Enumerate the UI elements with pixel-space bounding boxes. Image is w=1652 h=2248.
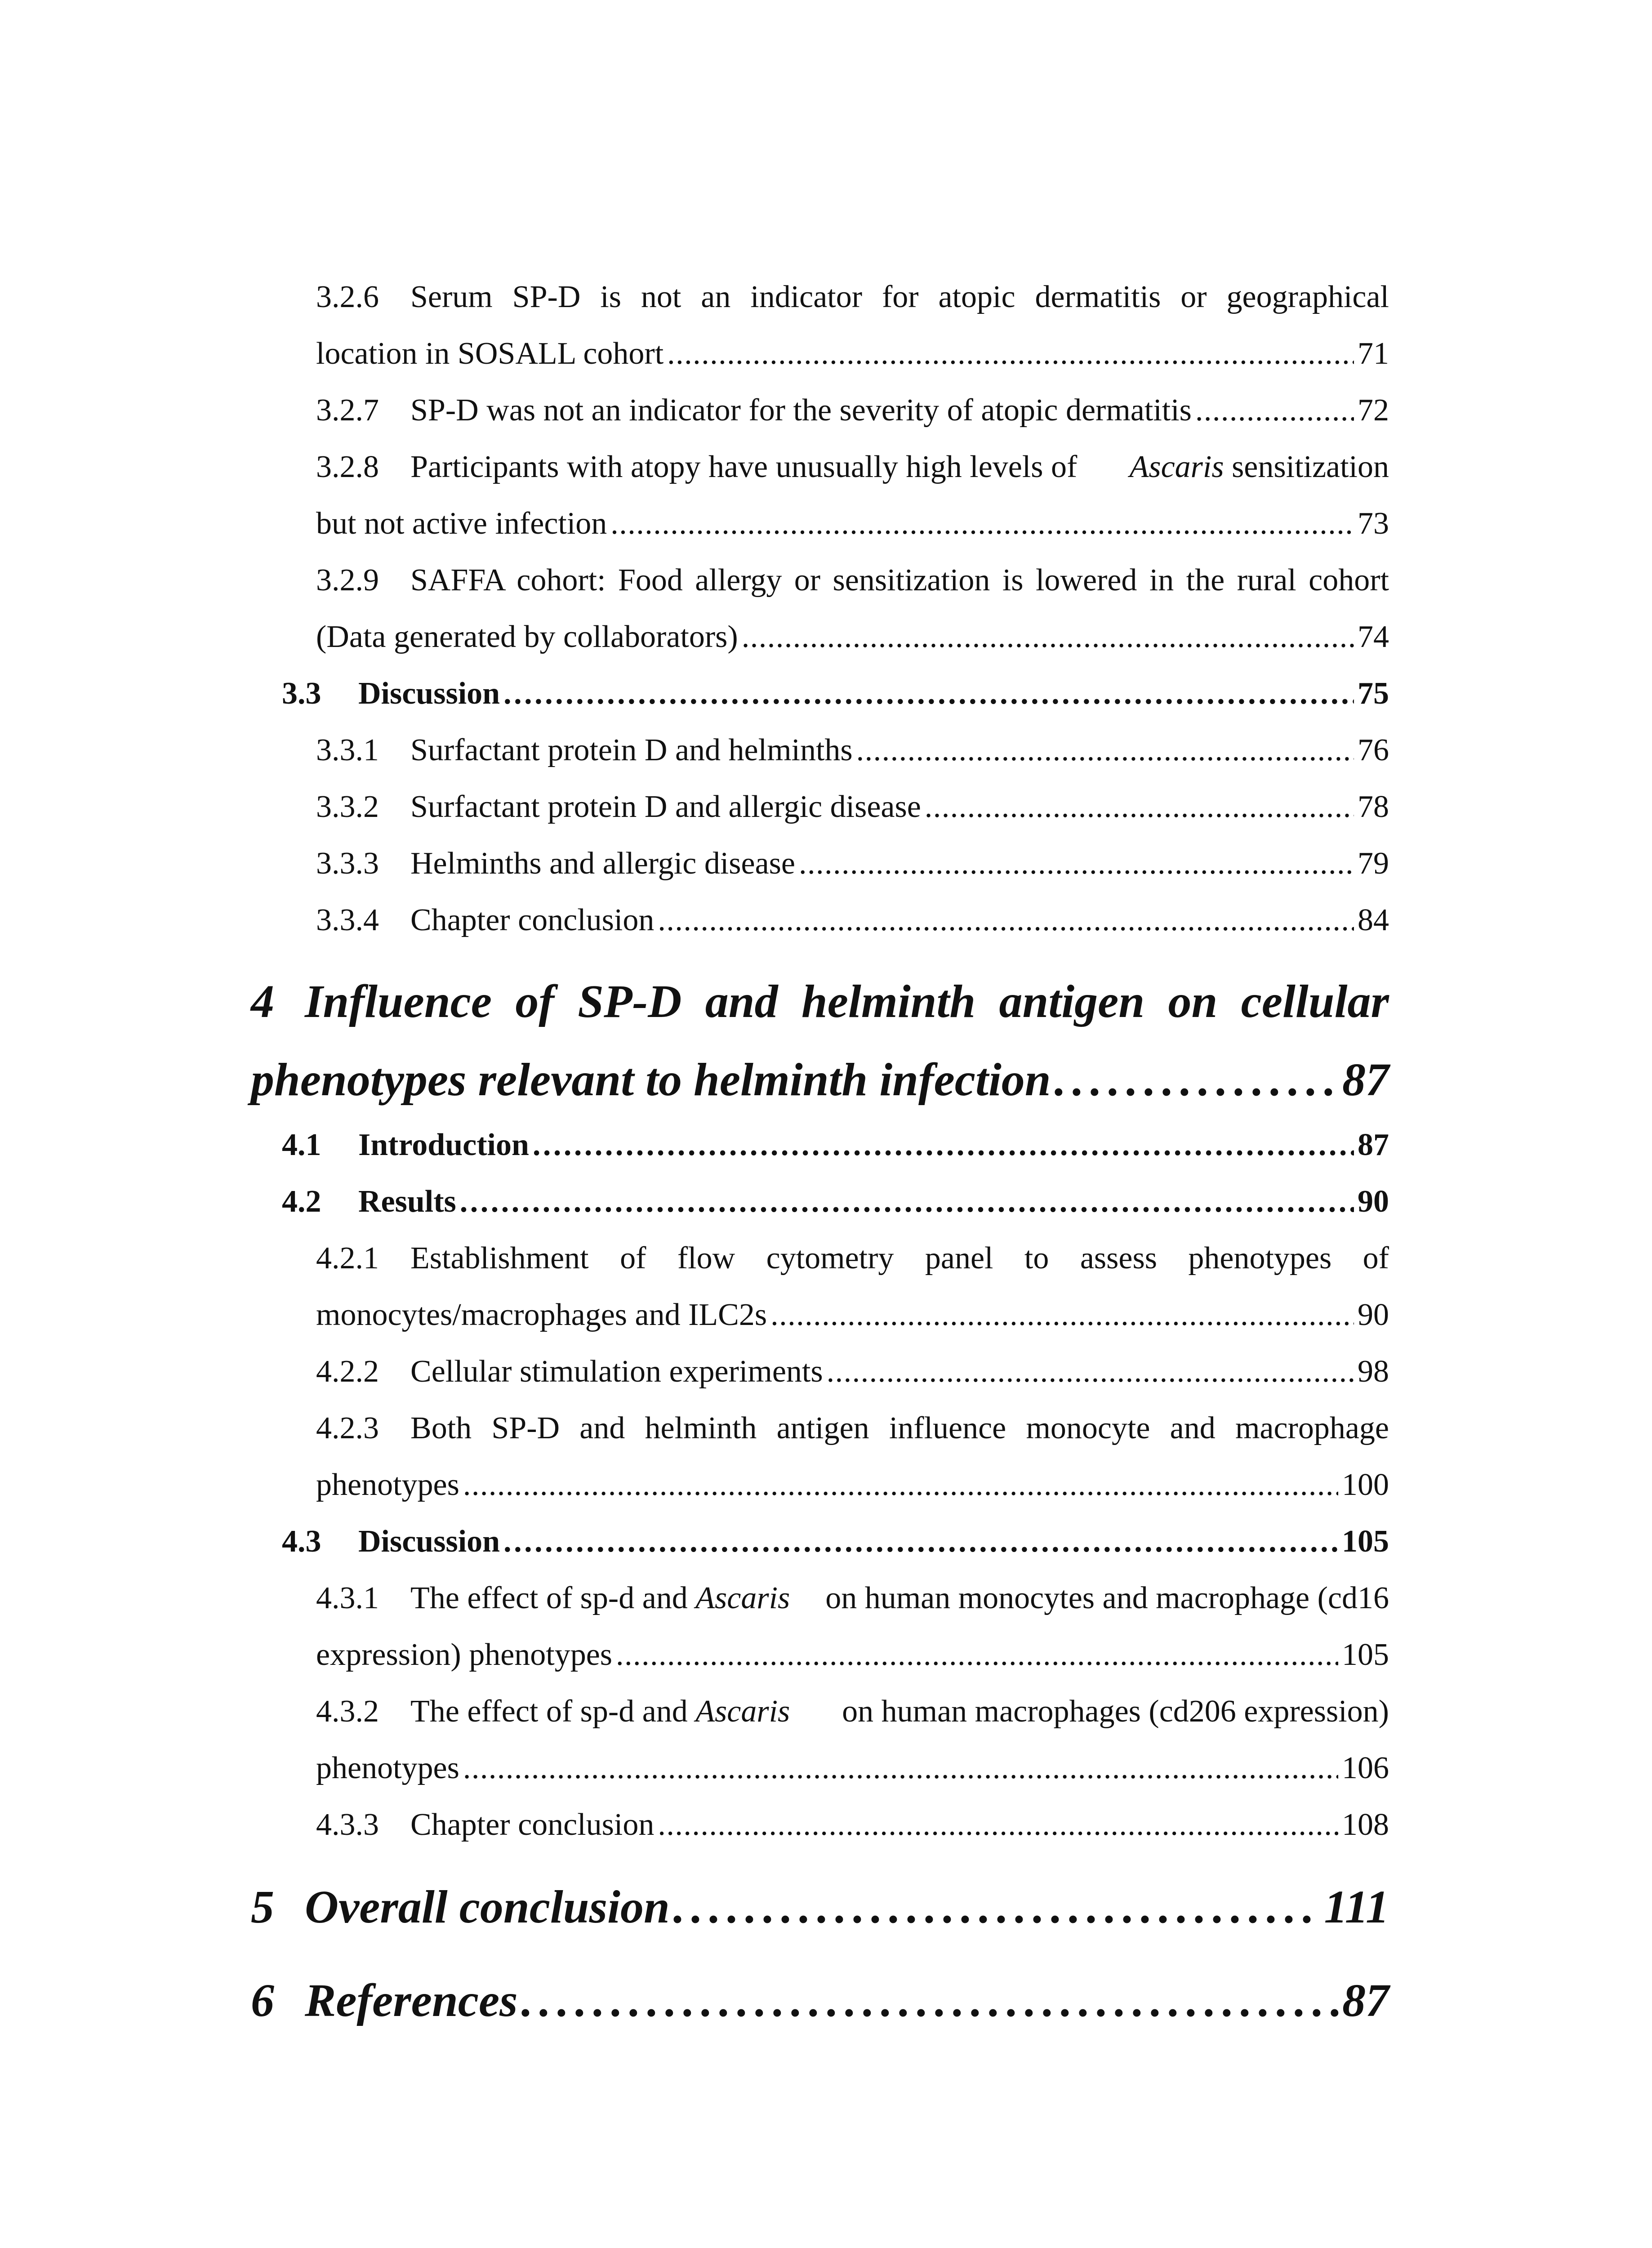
page-number: 111 (1324, 1881, 1389, 1933)
toc-entry-3-2-6-line1[interactable] (316, 281, 1389, 313)
leader-dots (1055, 1057, 1339, 1103)
entry-title: The effect of sp-d and (410, 1694, 688, 1729)
page-number: 75 (1358, 676, 1389, 711)
entry-number: 4.2.2 (316, 1354, 379, 1389)
toc-entry-3-3-2[interactable] (316, 791, 1389, 823)
entry-number: 4.3 (282, 1524, 321, 1559)
entry-number: 3.2.7 (316, 393, 379, 428)
entry-number: 3.3.2 (316, 789, 379, 824)
toc-entry-4-1[interactable] (282, 1129, 1389, 1161)
leader-dots (616, 1639, 1338, 1671)
leader-dots (503, 1526, 1338, 1557)
entry-title: Surfactant protein D and allergic disease (410, 789, 921, 824)
entry-number: 3.3.3 (316, 846, 379, 881)
entry-title: Cellular stimulation experiments (410, 1354, 823, 1389)
entry-title: Helminths and allergic disease (410, 846, 795, 881)
page-number: 87 (1358, 1128, 1389, 1162)
entry-title: Discussion (358, 676, 500, 711)
leader-dots (658, 905, 1354, 936)
page-number: 84 (1358, 903, 1389, 937)
leader-dots (673, 1884, 1321, 1931)
toc-entry-3-3-1[interactable] (316, 735, 1389, 766)
entry-title-italic: Ascaris (695, 1694, 790, 1729)
toc-entry-4-3[interactable] (282, 1526, 1389, 1557)
leader-dots (742, 621, 1354, 653)
entry-title: SAFFA cohort: Food allergy or sensitization is lowered in the rural cohort (410, 563, 1389, 598)
toc-chapter-4-line1[interactable] (251, 978, 1389, 1025)
chapter-number: 4 (251, 976, 274, 1027)
toc-chapter-4-line2[interactable] (251, 1054, 1389, 1106)
page-number: 72 (1358, 393, 1389, 428)
entry-title-continued: phenotypes (316, 1751, 459, 1785)
page-number: 73 (1358, 506, 1389, 541)
entry-title-end: on human macrophages (cd206 expression) (842, 1694, 1389, 1729)
entry-title-continued: expression) phenotypes (316, 1637, 613, 1672)
toc-entry-3-3[interactable] (282, 678, 1389, 709)
page-number: 74 (1358, 620, 1389, 654)
page-number: 108 (1342, 1807, 1389, 1842)
page-number: 105 (1342, 1524, 1389, 1559)
leader-dots (463, 1469, 1338, 1501)
entry-number: 3.3 (282, 676, 321, 711)
page-number: 90 (1358, 1184, 1389, 1219)
leader-dots (799, 848, 1354, 879)
entry-title: Chapter conclusion (410, 1807, 655, 1842)
toc-entry-3-2-8-line1[interactable] (316, 451, 1389, 483)
leader-dots (503, 678, 1354, 709)
toc-chapter-6[interactable] (251, 1977, 1389, 2024)
entry-title: The effect of sp-d and (410, 1581, 688, 1615)
toc-entry-4-3-1-line2[interactable] (316, 1639, 1389, 1671)
leader-dots (770, 1299, 1354, 1331)
page-number: 87 (1342, 1054, 1389, 1106)
toc-entry-4-3-2-line2[interactable] (316, 1753, 1389, 1784)
entry-title-end: sensitization (1232, 450, 1389, 484)
entry-number: 4.2 (282, 1184, 321, 1219)
toc-entry-4-3-1-line1[interactable] (316, 1583, 1389, 1614)
leader-dots (533, 1129, 1354, 1161)
entry-number: 4.3.3 (316, 1807, 379, 1842)
page-number: 76 (1358, 733, 1389, 767)
entry-title-continued: but not active infection (316, 506, 607, 541)
entry-title-end: on human monocytes and macrophage (cd16 (825, 1581, 1389, 1615)
toc-entry-4-2-3-line2[interactable] (316, 1469, 1389, 1501)
leader-dots (925, 791, 1354, 823)
entry-number: 3.2.9 (316, 563, 379, 598)
chapter-title: References (305, 1975, 518, 2026)
leader-dots (610, 508, 1354, 540)
leader-dots (827, 1356, 1354, 1387)
page-number: 79 (1358, 846, 1389, 881)
entry-number: 3.2.8 (316, 450, 379, 484)
toc-entry-4-2-2[interactable] (316, 1356, 1389, 1387)
chapter-title: Influence of SP-D and helminth antigen on cellular (305, 976, 1389, 1027)
toc-entry-4-3-3[interactable] (316, 1809, 1389, 1841)
leader-dots (460, 1186, 1354, 1218)
toc-entry-3-2-9-line1[interactable] (316, 565, 1389, 596)
page-number: 87 (1342, 1975, 1389, 2026)
page-number: 90 (1358, 1298, 1389, 1332)
entry-number: 3.3.1 (316, 733, 379, 767)
toc-entry-3-3-4[interactable] (316, 905, 1389, 936)
entry-title: Chapter conclusion (410, 903, 655, 937)
toc-entry-4-2-3-line1[interactable] (316, 1413, 1389, 1444)
leader-dots (658, 1809, 1338, 1841)
chapter-number: 5 (251, 1881, 274, 1933)
entry-title-continued: (Data generated by collaborators) (316, 620, 738, 654)
chapter-title: Overall conclusion (305, 1881, 670, 1933)
entry-title: Both SP-D and helminth antigen influence monocyte and macrophage (410, 1411, 1389, 1445)
page-number: 78 (1358, 789, 1389, 824)
page-number: 106 (1342, 1751, 1389, 1785)
toc-entry-3-2-8-line2[interactable] (316, 508, 1389, 540)
chapter-number: 6 (251, 1975, 274, 2026)
toc-entry-3-2-7[interactable] (316, 395, 1389, 426)
entry-title-continued: phenotypes (316, 1467, 459, 1502)
entry-title: Results (358, 1184, 456, 1219)
entry-title: SP-D was not an indicator for the severity of atopic dermatitis (410, 393, 1192, 428)
page-number: 100 (1342, 1467, 1389, 1502)
entry-number: 4.2.1 (316, 1241, 379, 1276)
entry-title: Serum SP-D is not an indicator for atopic dermatitis or geographical (410, 280, 1389, 314)
entry-title: Discussion (358, 1524, 500, 1559)
toc-entry-4-3-2-line1[interactable] (316, 1696, 1389, 1727)
entry-title-italic: Ascaris (695, 1581, 790, 1615)
leader-dots (1195, 395, 1354, 426)
toc-entry-3-2-6-line2[interactable] (316, 338, 1389, 370)
entry-title-italic: Ascaris (1129, 450, 1224, 484)
entry-title: Participants with atopy have unusually high levels of (410, 450, 1078, 484)
toc-entry-3-2-9-line2[interactable] (316, 621, 1389, 653)
toc-entry-3-3-3[interactable] (316, 848, 1389, 879)
toc-chapter-5[interactable] (251, 1881, 1389, 1933)
entry-title: Establishment of flow cytometry panel to assess phenotypes of (410, 1241, 1389, 1276)
toc-entry-4-2-1-line1[interactable] (316, 1243, 1389, 1274)
entry-title-continued: location in SOSALL cohort (316, 336, 664, 371)
entry-number: 4.2.3 (316, 1411, 379, 1445)
entry-title: Surfactant protein D and helminths (410, 733, 853, 767)
leader-dots (463, 1753, 1338, 1784)
entry-title-continued: monocytes/macrophages and ILC2s (316, 1298, 767, 1332)
toc-entry-4-2-1-line2[interactable] (316, 1299, 1389, 1331)
entry-number: 4.3.1 (316, 1581, 379, 1615)
page-number: 105 (1342, 1637, 1389, 1672)
page-number: 71 (1358, 336, 1389, 371)
leader-dots (856, 735, 1354, 766)
leader-dots (521, 1977, 1339, 2024)
entry-title: Introduction (358, 1128, 529, 1162)
entry-number: 4.3.2 (316, 1694, 379, 1729)
leader-dots (667, 338, 1354, 370)
entry-number: 4.1 (282, 1128, 321, 1162)
entry-number: 3.2.6 (316, 280, 379, 314)
entry-number: 3.3.4 (316, 903, 379, 937)
page-number: 98 (1358, 1354, 1389, 1389)
chapter-title-continued: phenotypes relevant to helminth infection (251, 1054, 1051, 1106)
toc-entry-4-2[interactable] (282, 1186, 1389, 1218)
